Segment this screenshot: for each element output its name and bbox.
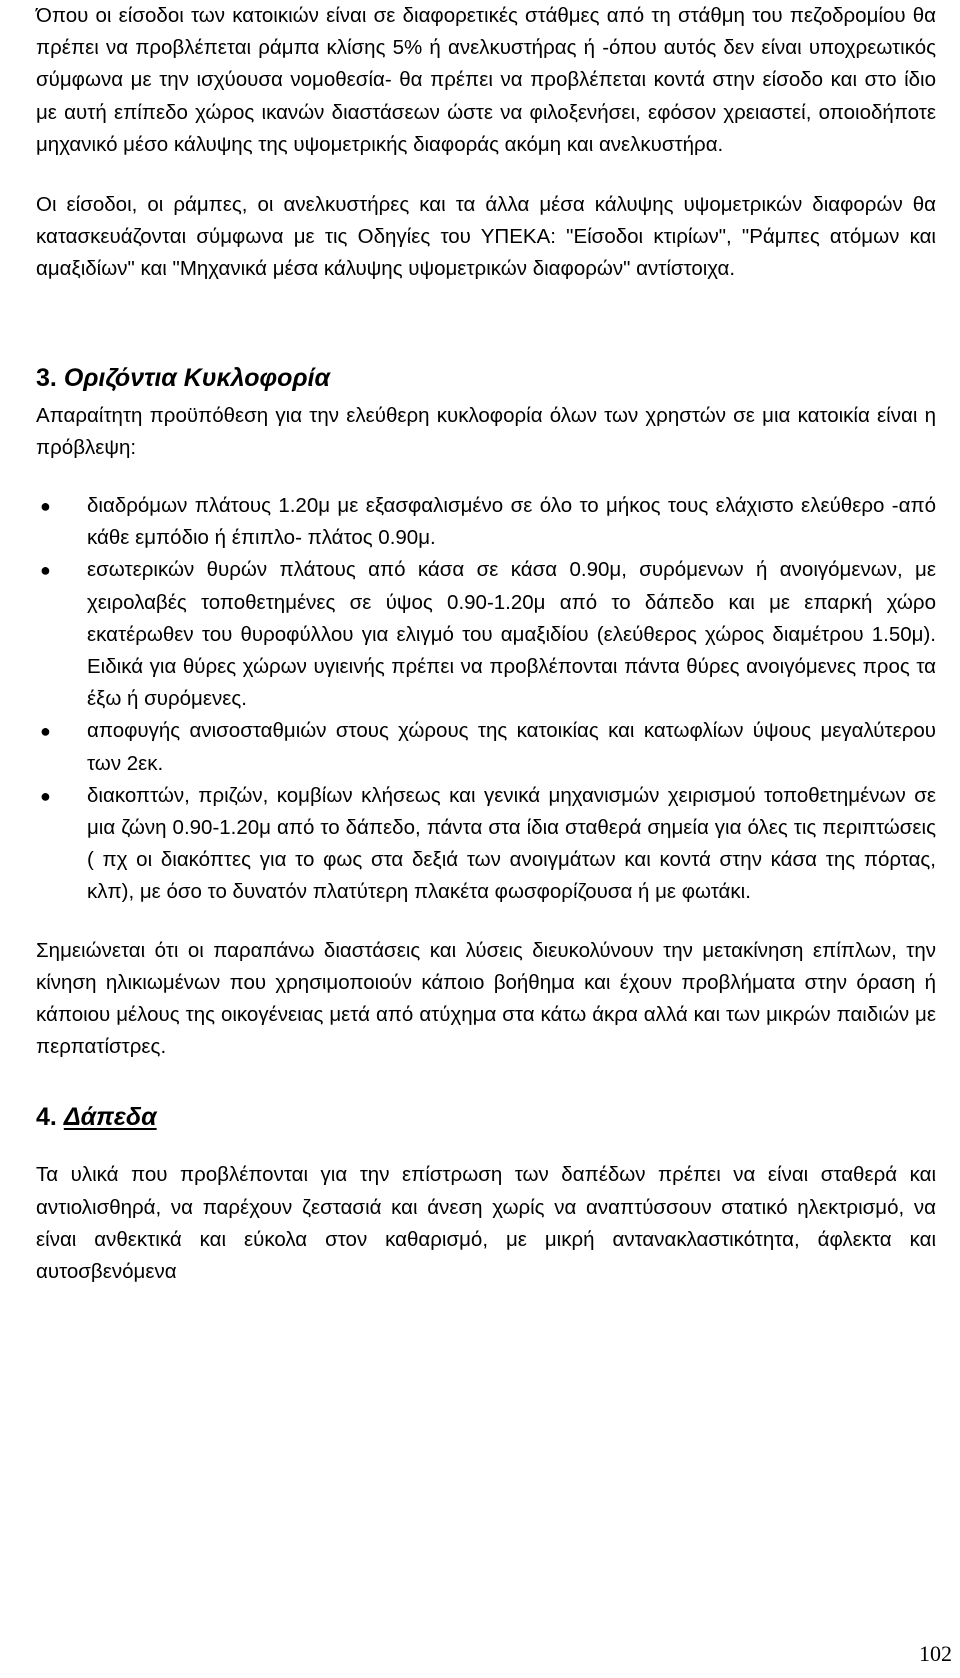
section-number: 3. — [36, 363, 57, 392]
page-number: 102 — [919, 1641, 952, 1666]
list-item-text: αποφυγής ανισοσταθμιών στους χώρους της κατοικίας και κατωφλίων ύψους μεγαλύτερου των 2εκ. — [87, 719, 936, 775]
bullet-icon: ● — [40, 785, 51, 806]
list-item-text: διαδρόμων πλάτους 1.20μ με εξασφαλισμένο σε όλο το μήκος τους ελάχιστο ελεύθερο -από κάθε εμπόδιο ή έπιπλο- πλάτος 0.90μ. — [87, 494, 936, 550]
bullet-icon: ● — [40, 721, 51, 742]
paragraph-floors: Τα υλικά που προβλέπονται για την επίστρωση των δαπέδων πρέπει να είναι σταθερά και αντιολισθηρά, να παρέχουν ζεστασιά και άνεση χωρίς να αναπτύσσουν στατικό ηλεκτρισμό, να είναι ανθεκτικά και εύκολα στον καθαρισμό, με μικρή αντανακλαστικότητα, άφλεκτα και αυτοσβενόμενα — [36, 1163, 936, 1284]
list-item-text: εσωτερικών θυρών πλάτους από κάσα σε κάσα 0.90μ, συρόμενων ή ανοιγόμενων, με χειρολαβές τοποθετημένες σε ύψος 0.90-1.20μ από το δάπεδο και με επαρκή χώρο εκατέρωθεν του θυροφύλλου για ελιγμό του αμαξιδίου (ελεύθερος χώρος διαμέτρου 1.50μ). Ειδικά για θύρες χώρων υγιεινής πρέπει να προβλέπονται πάντα θύρες ανοιγόμενες προς τα έξω ή συρόμενες. — [87, 558, 936, 711]
section-number: 4. — [36, 1103, 57, 1132]
paragraph-circulation-intro: Απαραίτητη προϋπόθεση για την ελεύθερη κυκλοφορία όλων των χρηστών σε μια κατοικία είναι η πρόβλεψη: — [36, 403, 936, 459]
list-item — [36, 715, 936, 779]
requirements-list — [36, 490, 936, 909]
list-item — [36, 554, 936, 715]
page-body — [36, 0, 936, 1288]
list-item — [36, 490, 936, 554]
list-item-text: διακοπτών, πριζών, κομβίων κλήσεως και γενικά μηχανισμών χειρισμού τοποθετημένων σε μια ζώνη 0.90-1.20μ από το δάπεδο, πάντα στα ίδια σταθερά σημεία για όλες τις περιπτώσεις ( πχ οι διακόπτες για το φως στα δεξιά των ανοιγμάτων και κοντά στην κάσα της πόρτας, κλπ), με όσο το δυνατόν πλατύτερη πλακέτα φωσφορίζουσα ή με φωτάκι. — [87, 783, 936, 904]
section-title: Οριζόντια Κυκλοφορία — [63, 363, 330, 392]
section-title: Δάπεδα — [63, 1103, 157, 1132]
bullet-icon: ● — [40, 496, 51, 517]
section-heading-horizontal-circulation — [36, 358, 936, 398]
bullet-icon: ● — [40, 560, 51, 581]
section-heading-floors — [36, 1097, 936, 1137]
list-item — [36, 780, 936, 909]
paragraph-guidelines: Οι είσοδοι, οι ράμπες, οι ανελκυστήρες και τα άλλα μέσα κάλυψης υψομετρικών διαφορών θα κατασκευάζονται σύμφωνα με τις Οδηγίες του ΥΠΕΚΑ: "Είσοδοι κτιρίων", "Ράμπες ατόμων και αμαξιδίων" και "Μηχανικά μέσα κάλυψης υψομετρικών διαφορών" αντίστοιχα. — [36, 193, 936, 281]
paragraph-entrances: Όπου οι είσοδοι των κατοικιών είναι σε διαφορετικές στάθμες από τη στάθμη του πεζοδρομίου θα πρέπει να προβλέπεται ράμπα κλίσης 5% ή ανελκυστήρας ή -όπου αυτός δεν είναι υποχρεωτικός σύμφωνα με την ισχύουσα νομοθεσία- θα πρέπει να προβλέπεται κοντά στην είσοδο και στο ίδιο με αυτή επίπεδο χώρος ικανών διαστάσεων ώστε να φιλοξενήσει, εφόσον χρειαστεί, οποιοδήποτε μηχανικό μέσο κάλυψης της υψομετρικής διαφοράς ακόμη και ανελκυστήρα. — [36, 4, 936, 156]
paragraph-note: Σημειώνεται ότι οι παραπάνω διαστάσεις και λύσεις διευκολύνουν την μετακίνηση επίπλων, την κίνηση ηλικιωμένων που χρησιμοποιούν κάποιο βοήθημα και έχουν προβλήματα στην όραση ή κάποιου μέλους της οικογένειας μετά από ατύχημα στα κάτω άκρα αλλά και των μικρών παιδιών με περπατίστρες. — [36, 938, 936, 1059]
